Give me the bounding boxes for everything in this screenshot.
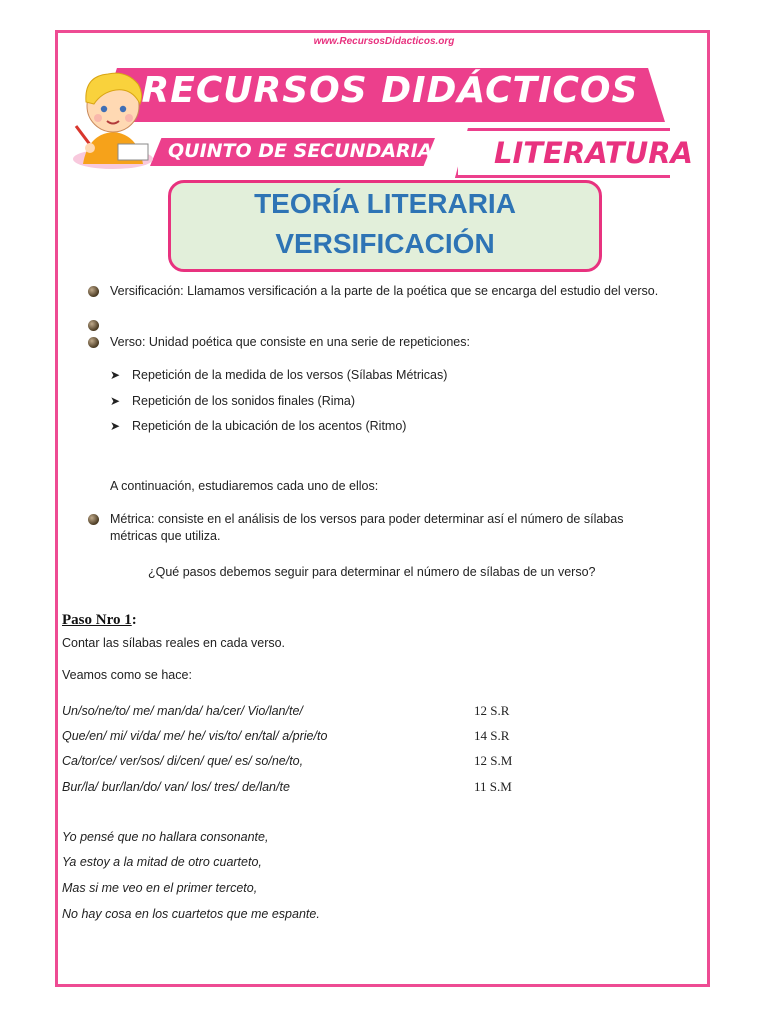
definition-metrica-line1: Métrica: consiste en el análisis de los versos para poder determinar así el número de sílabas [110, 512, 624, 526]
syllable-row-verse: Bur/la/ bur/lan/do/ van/ los/ tres/ de/lan/te [62, 780, 290, 794]
syllable-row-verse: Que/en/ mi/ vi/da/ me/ he/ vis/to/ en/tal/ a/prie/to [62, 729, 328, 743]
continuation-text: A continuación, estudiaremos cada uno de ellos: [110, 479, 379, 493]
step-title-text: Paso Nro 1 [62, 612, 132, 628]
definition-verso: Verso: Unidad poética que consiste en una serie de repeticiones: [110, 335, 470, 349]
poem-line: No hay cosa en los cuartetos que me espante. [62, 907, 320, 921]
step-lead: Veamos como se hace: [62, 668, 192, 682]
grade-label: QUINTO DE SECUNDARIA [168, 140, 433, 162]
bullet-icon [88, 320, 99, 331]
syllable-row-count: 12 S.M [474, 753, 513, 768]
poem-line: Ya estoy a la mitad de otro cuarteto, [62, 855, 262, 869]
student-illustration-icon [68, 64, 158, 174]
bullet-icon [88, 337, 99, 348]
syllable-row-count: 12 S.R [474, 703, 510, 718]
syllable-row-verse: Un/so/ne/to/ me/ man/da/ ha/cer/ Vio/lan/te/ [62, 704, 303, 718]
arrow-bullet-icon: ➤ [110, 394, 121, 408]
brand-title: RECURSOS DIDÁCTICOS [141, 70, 639, 111]
bullet-icon [88, 286, 99, 297]
topic-title-line1: TEORÍA LITERARIA [254, 188, 516, 219]
sub-item-rima: Repetición de los sonidos finales (Rima) [132, 394, 356, 408]
arrow-bullet-icon: ➤ [110, 419, 121, 433]
guiding-question: ¿Qué pasos debemos seguir para determinar el número de sílabas de un verso? [148, 565, 596, 579]
syllable-row-count: 11 S.M [474, 779, 512, 794]
definition-metrica-line2: métricas que utiliza. [110, 529, 221, 543]
syllable-row-verse: Ca/tor/ce/ ver/sos/ di/cen/ que/ es/ so/ne/to, [62, 754, 304, 768]
step-title-colon: : [131, 612, 137, 628]
subject-label: LITERATURA [494, 136, 693, 170]
step-instruction: Contar las sílabas reales en cada verso. [62, 636, 286, 650]
sub-item-medida: Repetición de la medida de los versos (Sílabas Métricas) [132, 368, 448, 382]
sub-item-ritmo: Repetición de la ubicación de los acentos (Ritmo) [132, 419, 407, 433]
arrow-bullet-icon: ➤ [110, 368, 121, 382]
syllable-row-count: 14 S.R [474, 728, 510, 743]
poem-line: Yo pensé que no hallara consonante, [62, 830, 269, 844]
step-title [62, 612, 137, 629]
site-url[interactable]: www.RecursosDidacticos.org [313, 36, 455, 47]
definition-versificacion: Versificación: Llamamos versificación a la parte de la poética que se encarga del estudio del verso. [110, 284, 659, 298]
poem-line: Mas si me veo en el primer terceto, [62, 881, 258, 895]
bullet-icon [88, 514, 99, 525]
topic-title-line2: VERSIFICACIÓN [275, 228, 495, 259]
